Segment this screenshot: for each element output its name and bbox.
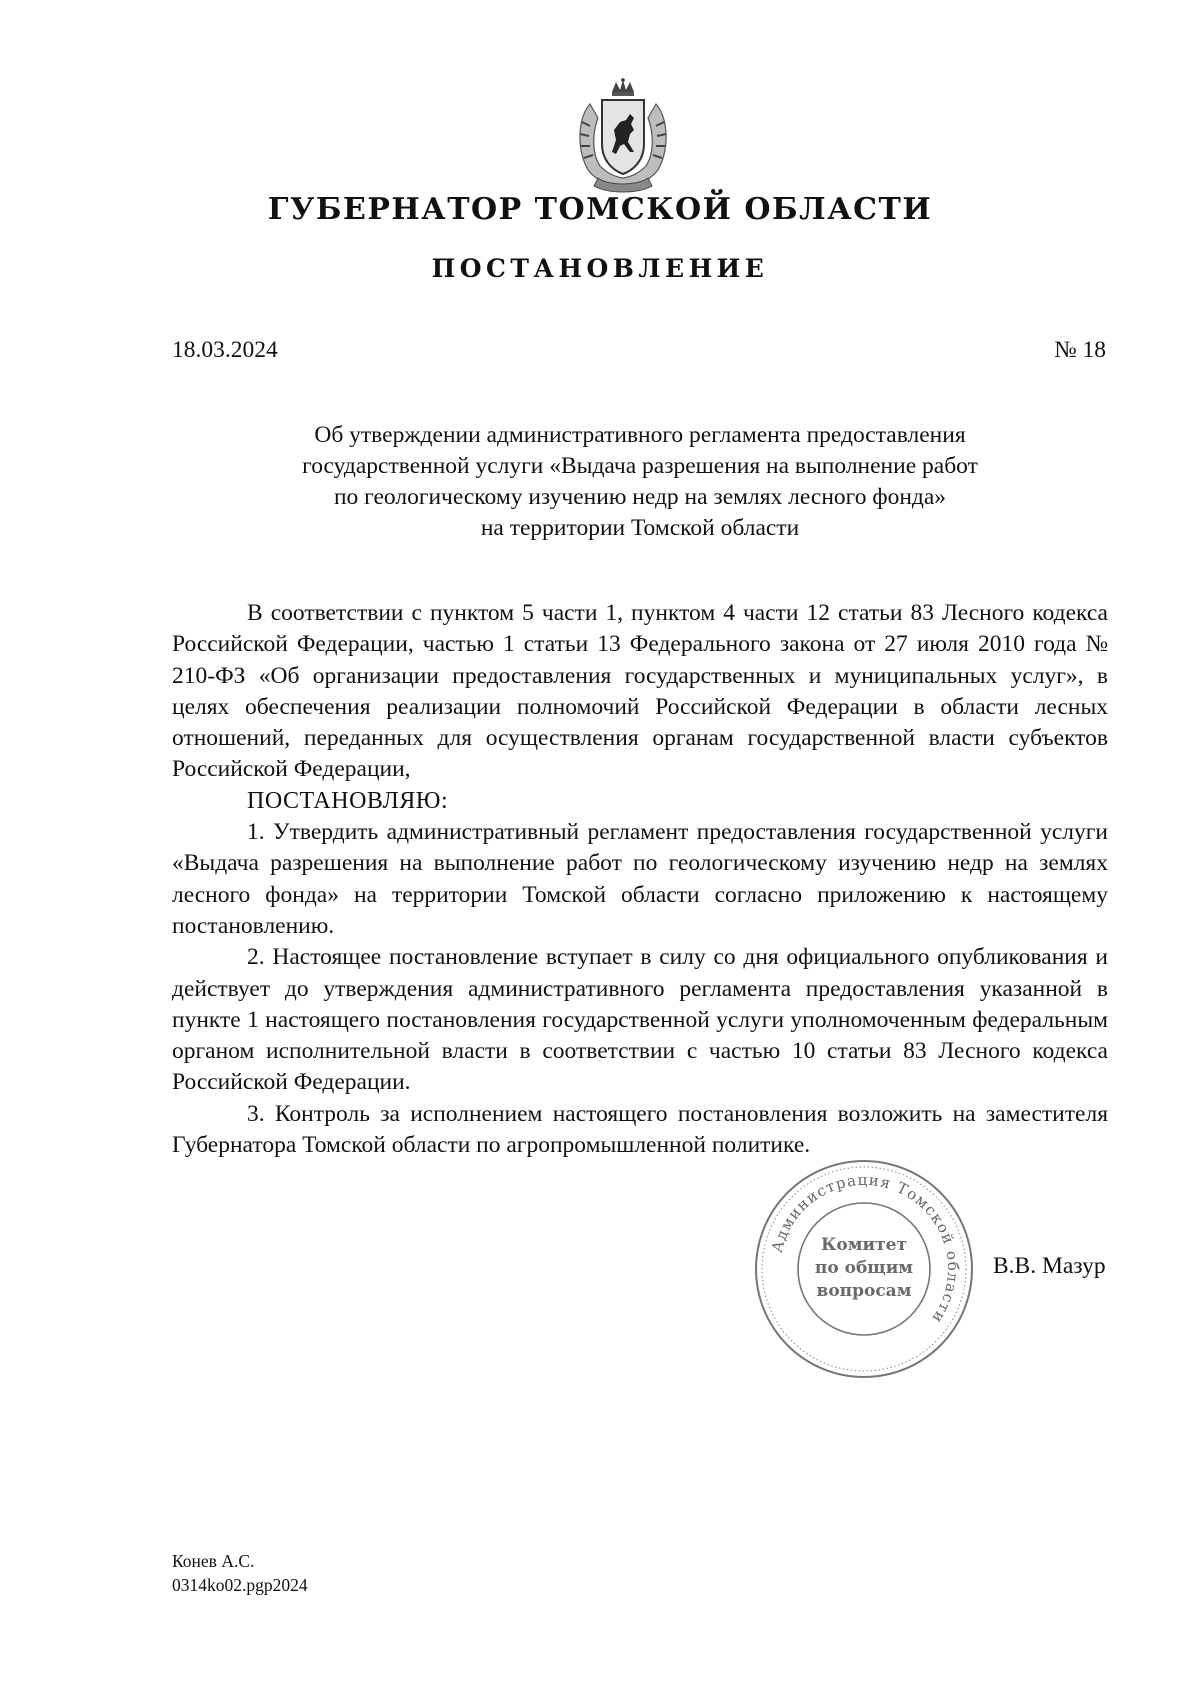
document-title: [172, 420, 1108, 544]
title-line: государственной услуги «Выдача разрешения на выполнение работ: [302, 453, 978, 479]
decree-item-1: 1. Утвердить административный регламент предоставления государственной услуги «Выдача разрешения на выполнение работ по геологическому изучению недр на землях лесного фонда» на территории Томской области согласно приложению к настоящему постановлению.: [172, 819, 1108, 939]
issuing-authority: ГУБЕРНАТОР ТОМСКОЙ ОБЛАСТИ: [267, 192, 933, 227]
document-type: ПОСТАНОВЛЕНИЕ: [431, 254, 769, 283]
official-stamp: [752, 1157, 976, 1381]
document-body: [172, 598, 1108, 1161]
stamp-ring-textpath: Администрация Томской области: [767, 1170, 963, 1328]
decree-heading: ПОСТАНОВЛЯЮ:: [247, 787, 449, 814]
stamp-center-line: Комитет: [820, 1235, 908, 1255]
decree-item-2: 2. Настоящее постановление вступает в силу со дня официального опубликования и действует до утверждения административного регламента предоставления указанной в пункте 1 настоящего постановления государственной услуги уполномоченным федеральным органом исполнительной власти в соответствии с частью 10 статьи 83 Лесного кодекса Российской Федерации.: [172, 944, 1108, 1096]
file-code: 0314ko02.pgp2024: [172, 1575, 308, 1595]
title-line: на территории Томской области: [480, 515, 800, 541]
preamble-paragraph: В соответствии с пунктом 5 части 1, пунктом 4 части 12 статьи 83 Лесного кодекса Российской Федерации, частью 1 статьи 13 Федерального закона от 27 июля 2010 года № 210-ФЗ «Об организации предоставления государственных и муниципальных услуг», в целях обеспечения реализации полномочий Российской Федерации в области лесных отношений, переданных для осуществления органам государственной власти субъектов Российской Федерации,: [172, 600, 1108, 783]
executor-name: Конев А.С.: [172, 1551, 255, 1571]
signatory-name: В.В. Мазур: [993, 1253, 1106, 1279]
stamp-center-line: вопросам: [816, 1281, 912, 1301]
document-date: 18.03.2024: [172, 337, 278, 363]
coat-of-arms-emblem: [568, 78, 678, 194]
title-line: по геологическому изучению недр на землях лесного фонда»: [333, 484, 947, 510]
decree-item-3: 3. Контроль за исполнением настоящего постановления возложить на заместителя Губернатора Томской области по агропромышленной политике.: [172, 1100, 1108, 1159]
footer-executor-block: [172, 1549, 308, 1597]
stamp-center-line: по общим: [814, 1258, 914, 1278]
title-line: Об утверждении административного регламента предоставления: [314, 422, 966, 448]
document-number: № 18: [1054, 337, 1106, 363]
